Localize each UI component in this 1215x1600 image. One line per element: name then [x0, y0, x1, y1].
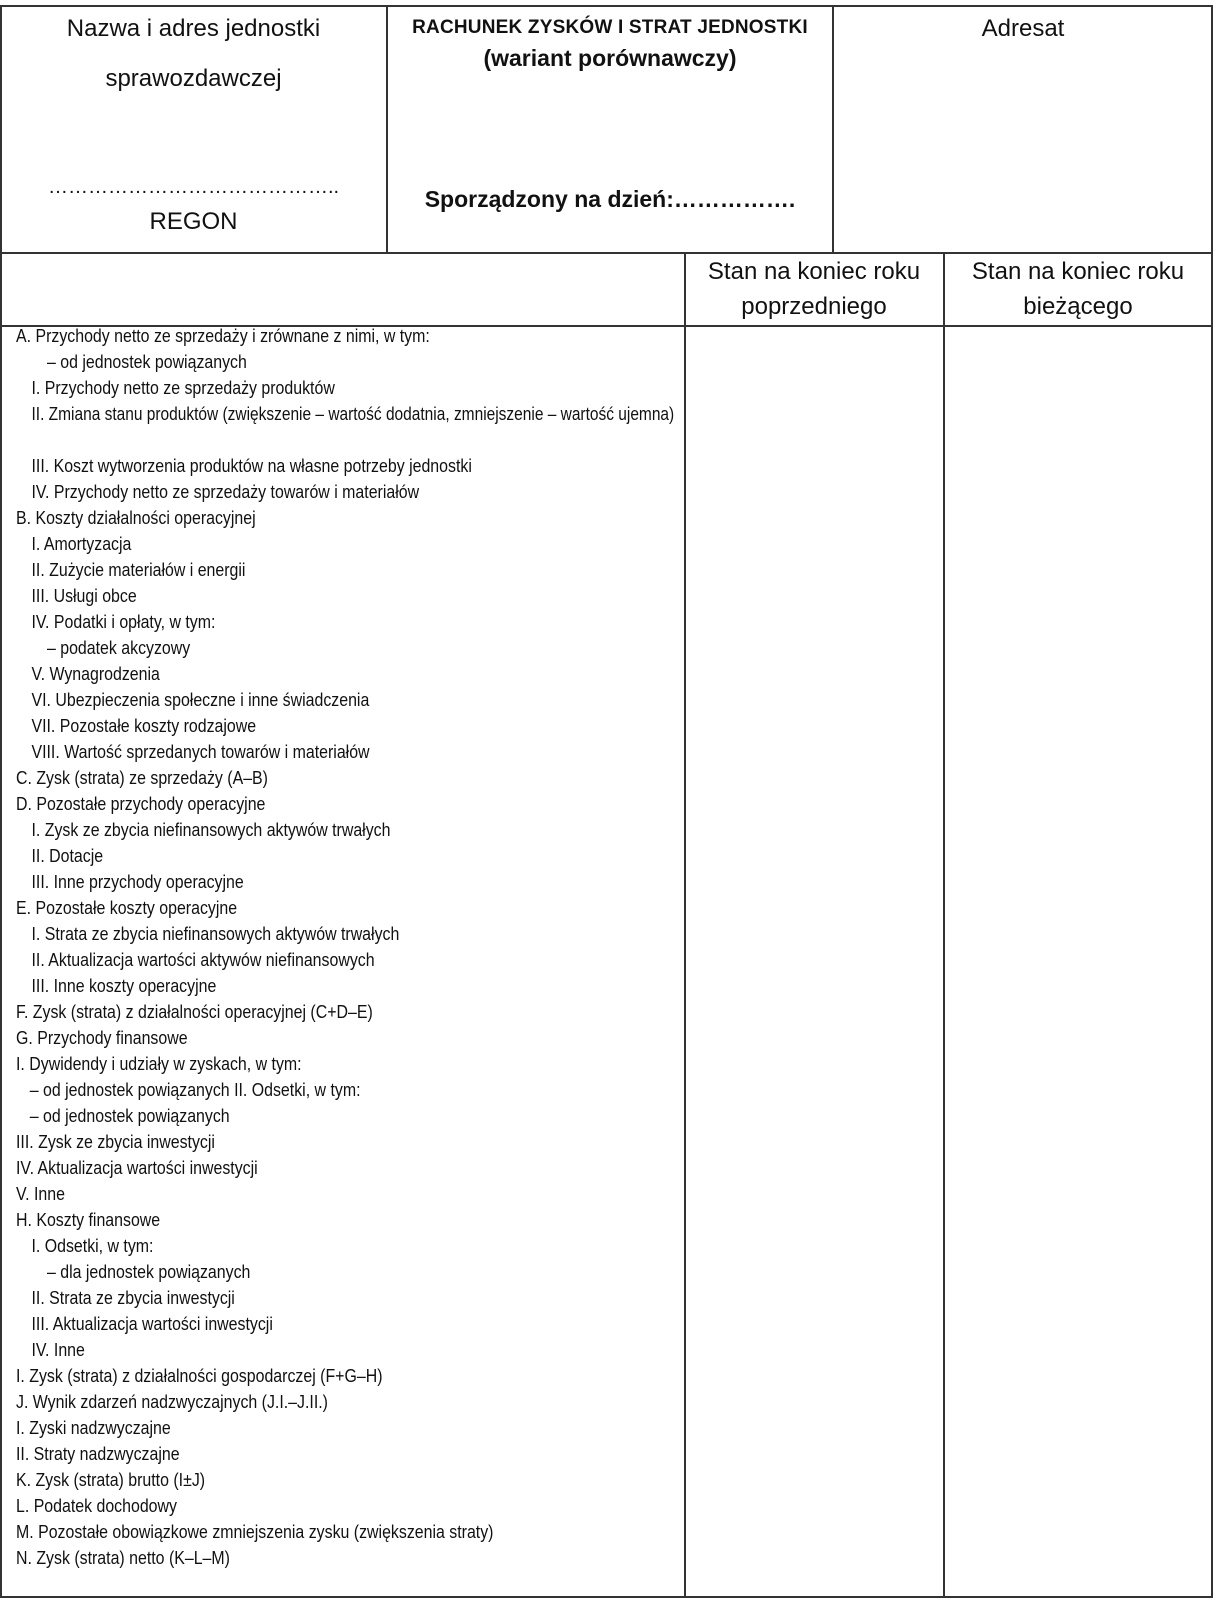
- line-item: L. Podatek dochodowy: [16, 1495, 177, 1516]
- current-year-line2: bieżącego: [1023, 293, 1133, 320]
- line-item: – od jednostek powiązanych: [46, 351, 247, 372]
- line-item: I. Amortyzacja: [31, 533, 132, 554]
- prepared-on-date-label: Sporządzony na dzień:…………….: [424, 186, 796, 212]
- line-item: – od jednostek powiązanych: [29, 1105, 230, 1126]
- line-item: II. Straty nadzwyczajne: [16, 1443, 180, 1464]
- line-item: VIII. Wartość sprzedanych towarów i materiałów: [31, 741, 370, 762]
- line-items-list: [16, 323, 676, 1571]
- line-item: I. Odsetki, w tym:: [31, 1235, 154, 1256]
- line-item: III. Aktualizacja wartości inwestycji: [31, 1313, 273, 1334]
- line-item: B. Koszty działalności operacyjnej: [16, 507, 256, 528]
- current-year-line1: Stan na koniec roku: [971, 258, 1185, 285]
- line-item: VII. Pozostałe koszty rodzajowe: [31, 715, 257, 736]
- line-item: IV. Przychody netto ze sprzedaży towarów i materiałów: [31, 481, 420, 502]
- regon-label: REGON: [149, 208, 238, 235]
- reporting-unit-label-line1: Nazwa i adres jednostki: [66, 15, 321, 42]
- line-item: III. Zysk ze zbycia inwestycji: [16, 1131, 215, 1152]
- line-item: II. Zużycie materiałów i energii: [31, 559, 246, 580]
- column-header-current-year: [944, 253, 1212, 325]
- line-item: G. Przychody finansowe: [16, 1027, 188, 1048]
- line-item: II. Dotacje: [31, 845, 104, 866]
- line-item: III. Inne koszty operacyjne: [31, 975, 217, 996]
- statement-variant: (wariant porównawczy): [483, 45, 737, 71]
- reporting-unit-dots: ……………………………………..: [47, 176, 340, 198]
- addressee-cell: [833, 5, 1213, 253]
- line-item: F. Zysk (strata) z działalności operacyjnej (C+D–E): [16, 1001, 373, 1022]
- line-item: V. Inne: [16, 1183, 65, 1204]
- line-item: K. Zysk (strata) brutto (I±J): [16, 1469, 206, 1490]
- line-item: I. Przychody netto ze sprzedaży produktów: [31, 377, 335, 398]
- line-item: IV. Aktualizacja wartości inwestycji: [16, 1157, 258, 1178]
- line-item: M. Pozostałe obowiązkowe zmniejszenia zysku (zwiększenia straty): [16, 1521, 494, 1542]
- line-item: III. Usługi obce: [31, 585, 137, 606]
- line-item: I. Zyski nadzwyczajne: [16, 1417, 171, 1438]
- line-item: III. Koszt wytworzenia produktów na własne potrzeby jednostki: [31, 455, 472, 476]
- line-item: N. Zysk (strata) netto (K–L–M): [16, 1547, 230, 1568]
- line-item: II. Aktualizacja wartości aktywów niefinansowych: [31, 949, 375, 970]
- line-item: I. Zysk ze zbycia niefinansowych aktywów trwałych: [31, 819, 391, 840]
- line-item: H. Koszty finansowe: [16, 1209, 161, 1230]
- line-item: – podatek akcyzowy: [46, 637, 191, 658]
- line-item: II. Zmiana stanu produktów (zwiększenie – wartość dodatnia, zmniejszenie – wartość ujemna): [31, 404, 675, 424]
- line-item: A. Przychody netto ze sprzedaży i zrównane z nimi, w tym:: [16, 325, 430, 346]
- line-item: D. Pozostałe przychody operacyjne: [16, 793, 266, 814]
- line-item: VI. Ubezpieczenia społeczne i inne świadczenia: [31, 689, 370, 710]
- line-item: J. Wynik zdarzeń nadzwyczajnych (J.I.–J.II.): [16, 1391, 328, 1412]
- line-item: – od jednostek powiązanych II. Odsetki, w tym:: [29, 1079, 361, 1100]
- line-item: IV. Podatki i opłaty, w tym:: [31, 611, 216, 632]
- reporting-unit-label-line2: sprawozdawczej: [105, 65, 282, 92]
- line-item: – dla jednostek powiązanych: [46, 1261, 251, 1282]
- line-item: IV. Inne: [31, 1339, 85, 1360]
- line-item: I. Strata ze zbycia niefinansowych aktywów trwałych: [31, 923, 400, 944]
- frame-bottom-line: [0, 1596, 1213, 1598]
- addressee-label: Adresat: [981, 15, 1065, 42]
- reporting-unit-cell: [0, 5, 387, 253]
- line-item: V. Wynagrodzenia: [31, 663, 160, 684]
- previous-year-line1: Stan na koniec roku: [707, 258, 921, 285]
- previous-year-line2: poprzedniego: [741, 293, 887, 320]
- line-item: III. Inne przychody operacyjne: [31, 871, 244, 892]
- statement-title: RACHUNEK ZYSKÓW I STRAT JEDNOSTKI: [412, 17, 808, 38]
- statement-title-cell: [387, 5, 833, 253]
- line-item: C. Zysk (strata) ze sprzedaży (A–B): [16, 767, 268, 788]
- previous-year-values-cell[interactable]: [686, 327, 943, 1596]
- current-year-values-cell[interactable]: [945, 327, 1211, 1596]
- line-item: E. Pozostałe koszty operacyjne: [16, 897, 238, 918]
- column-header-previous-year: [685, 253, 943, 325]
- line-item: I. Dywidendy i udziały w zyskach, w tym:: [16, 1053, 302, 1074]
- line-item: I. Zysk (strata) z działalności gospodarczej (F+G–H): [16, 1365, 383, 1386]
- line-item: II. Strata ze zbycia inwestycji: [31, 1287, 235, 1308]
